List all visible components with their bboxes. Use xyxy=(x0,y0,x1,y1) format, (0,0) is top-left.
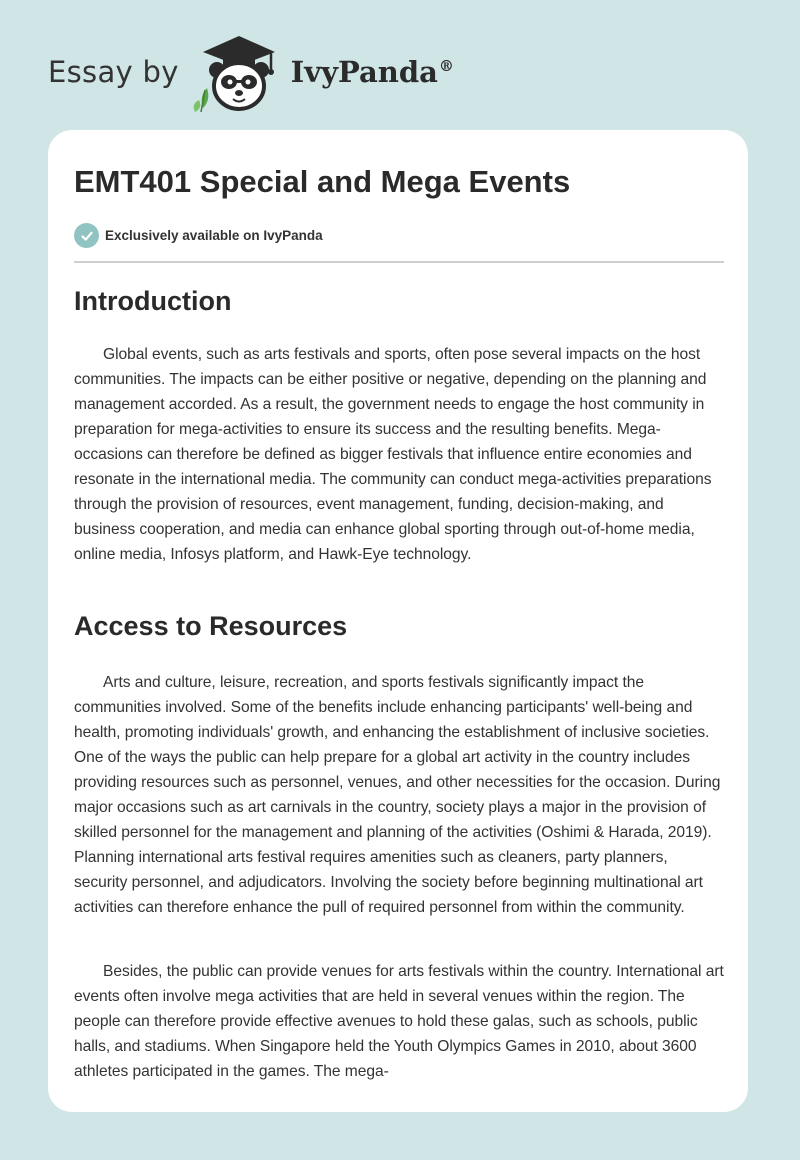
paragraph-introduction-1: Global events, such as arts festivals and sports, often pose several impacts on the host communities. The impacts can be either positive or negative, depending on the planning and management accorded. As a result, the government needs to engage the host community in preparation for mega-activities to ensure its success and the resulting benefits. Mega-occasions can therefore be defined as bigger festivals that influence entire economies and resonate in the international media. The community can conduct mega-activities preparations through the provision of resources, event management, funding, decision-making, and business cooperation, and media can enhance global sporting through out-of-home media, online media, Infosys platform, and Hawk-Eye technology. xyxy=(74,346,712,563)
check-icon xyxy=(74,223,99,248)
brand-name: IvyPanda® xyxy=(290,55,454,89)
article-card xyxy=(48,130,748,1112)
brand-prefix: Essay by xyxy=(48,55,179,89)
paragraph-access-1: Arts and culture, leisure, recreation, and sports festivals significantly impact the communities involved. Some of the benefits include enhancing participants' well-being and health, promoting individuals' growth, and enhancing the establishment of inclusive societies. One of the ways the public can help prepare for a global art activity in the country includes providing resources such as personnel, venues, and other necessities for the occasion. During major occasions such as art carnivals in the country, society plays a major in the provision of skilled personnel for the management and planning of the activities (Oshimi & Harada, 2019). Planning international arts festival requires amenities such as cleaners, party planners, security personnel, and adjudicators. Involving the society before beginning multinational art activities can therefore enhance the pull of required personnel from within the community. xyxy=(74,674,721,916)
exclusive-label: Exclusively available on IvyPanda xyxy=(105,228,323,243)
panda-graduate-logo-icon xyxy=(193,30,285,114)
paragraph-access-2: Besides, the public can provide venues for arts festivals within the country. International art events often involve mega activities that are held in several venues within the region. The people can therefore provide effective avenues to hold these galas, such as schools, public halls, and stadiums. When Singapore held the Youth Olympics Games in 2010, about 3600 athletes participated in the games. The mega- xyxy=(74,963,724,1080)
brand-header xyxy=(48,30,454,114)
exclusive-badge xyxy=(74,223,323,248)
section-heading-introduction: Introduction xyxy=(74,286,232,316)
divider xyxy=(74,261,724,263)
article-title: EMT401 Special and Mega Events xyxy=(74,164,571,199)
section-heading-access-to-resources: Access to Resources xyxy=(74,611,348,641)
